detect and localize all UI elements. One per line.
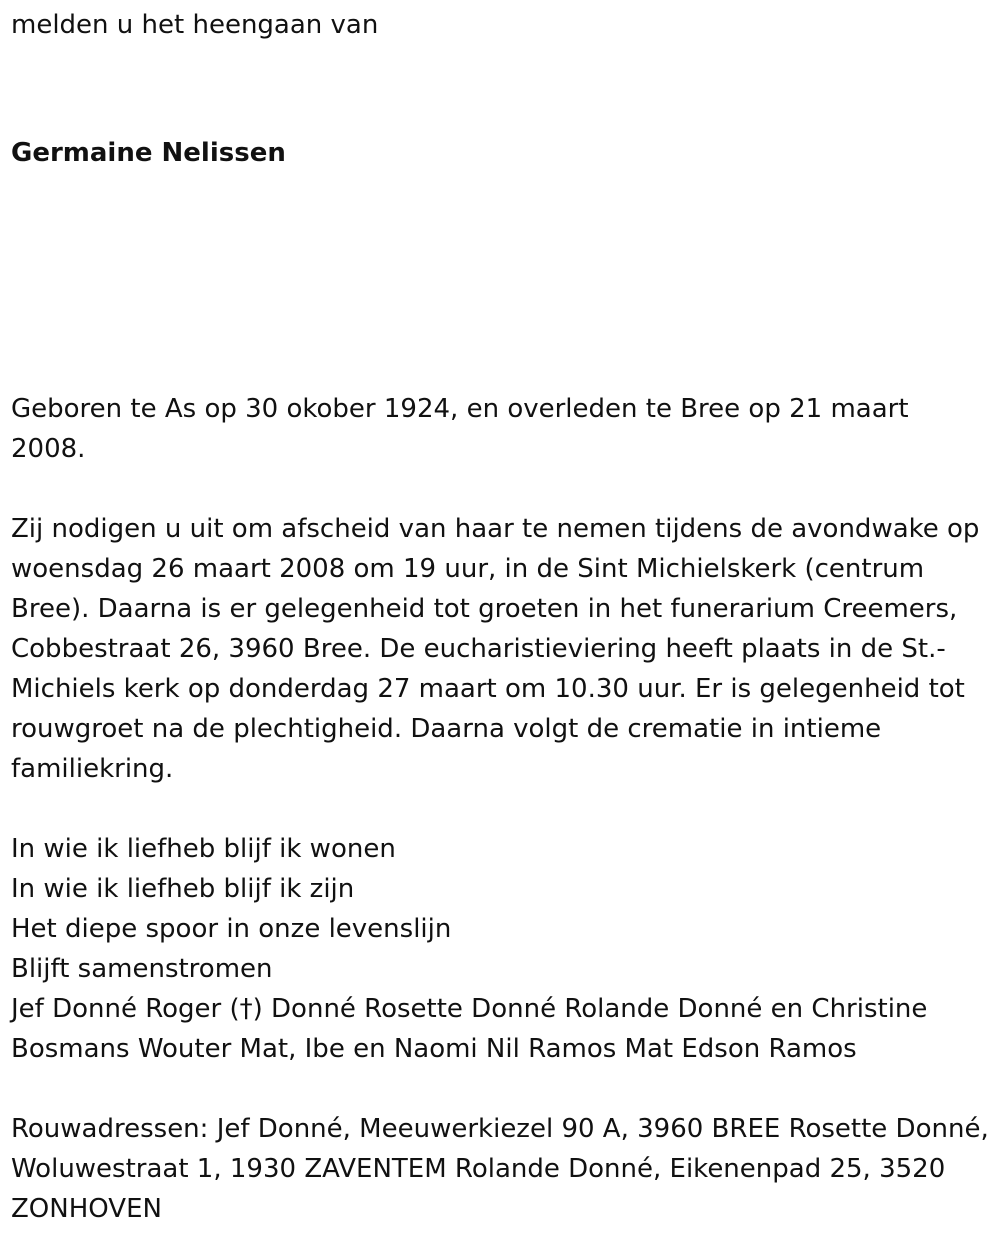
- poem-line: In wie ik liefheb blijf ik zijn: [11, 874, 355, 904]
- poem-line: Het diepe spoor in onze levenslijn: [11, 914, 452, 944]
- invitation-text: Zij nodigen u uit om afscheid van haar te nemen tijdens de avondwake op woensdag 26 maart 2008 om 19 uur, in de Sint Michielskerk (centrum Bree). Daarna is er gelegenheid tot groeten in het funerarium Creemers, Cobbestraat 26, 3960 Bree. De eucharistieviering heeft plaats in de St.-Michiels kerk op donderdag 27 maart om 10.30 uur. Er is gelegenheid tot rouwgroet na de plechtigheid. Daarna volgt de crematie in intieme familiekring.: [11, 514, 980, 784]
- birth-death-text: Geboren te As op 30 okober 1924, en overleden te Bree op 21 maart 2008.: [11, 394, 909, 464]
- family-names: Jef Donné Roger (†) Donné Rosette Donné Rolande Donné en Christine Bosmans Wouter Mat, Ibe en Naomi Nil Ramos Mat Edson Ramos: [11, 994, 928, 1064]
- poem-block: [11, 829, 991, 1069]
- poem-line: Blijft samenstromen: [11, 954, 273, 984]
- poem-line: In wie ik liefheb blijf ik wonen: [11, 834, 396, 864]
- deceased-name: Germaine Nelissen: [11, 138, 286, 168]
- intro-text: melden u het heengaan van: [11, 10, 379, 40]
- mourning-addresses: Rouwadressen: Jef Donné, Meeuwerkiezel 90 A, 3960 BREE Rosette Donné, Woluwestraat 1, 1930 ZAVENTEM Rolande Donné, Eikenenpad 25, 3520 ZONHOVEN: [11, 1114, 989, 1224]
- obituary-document: [11, 5, 991, 1229]
